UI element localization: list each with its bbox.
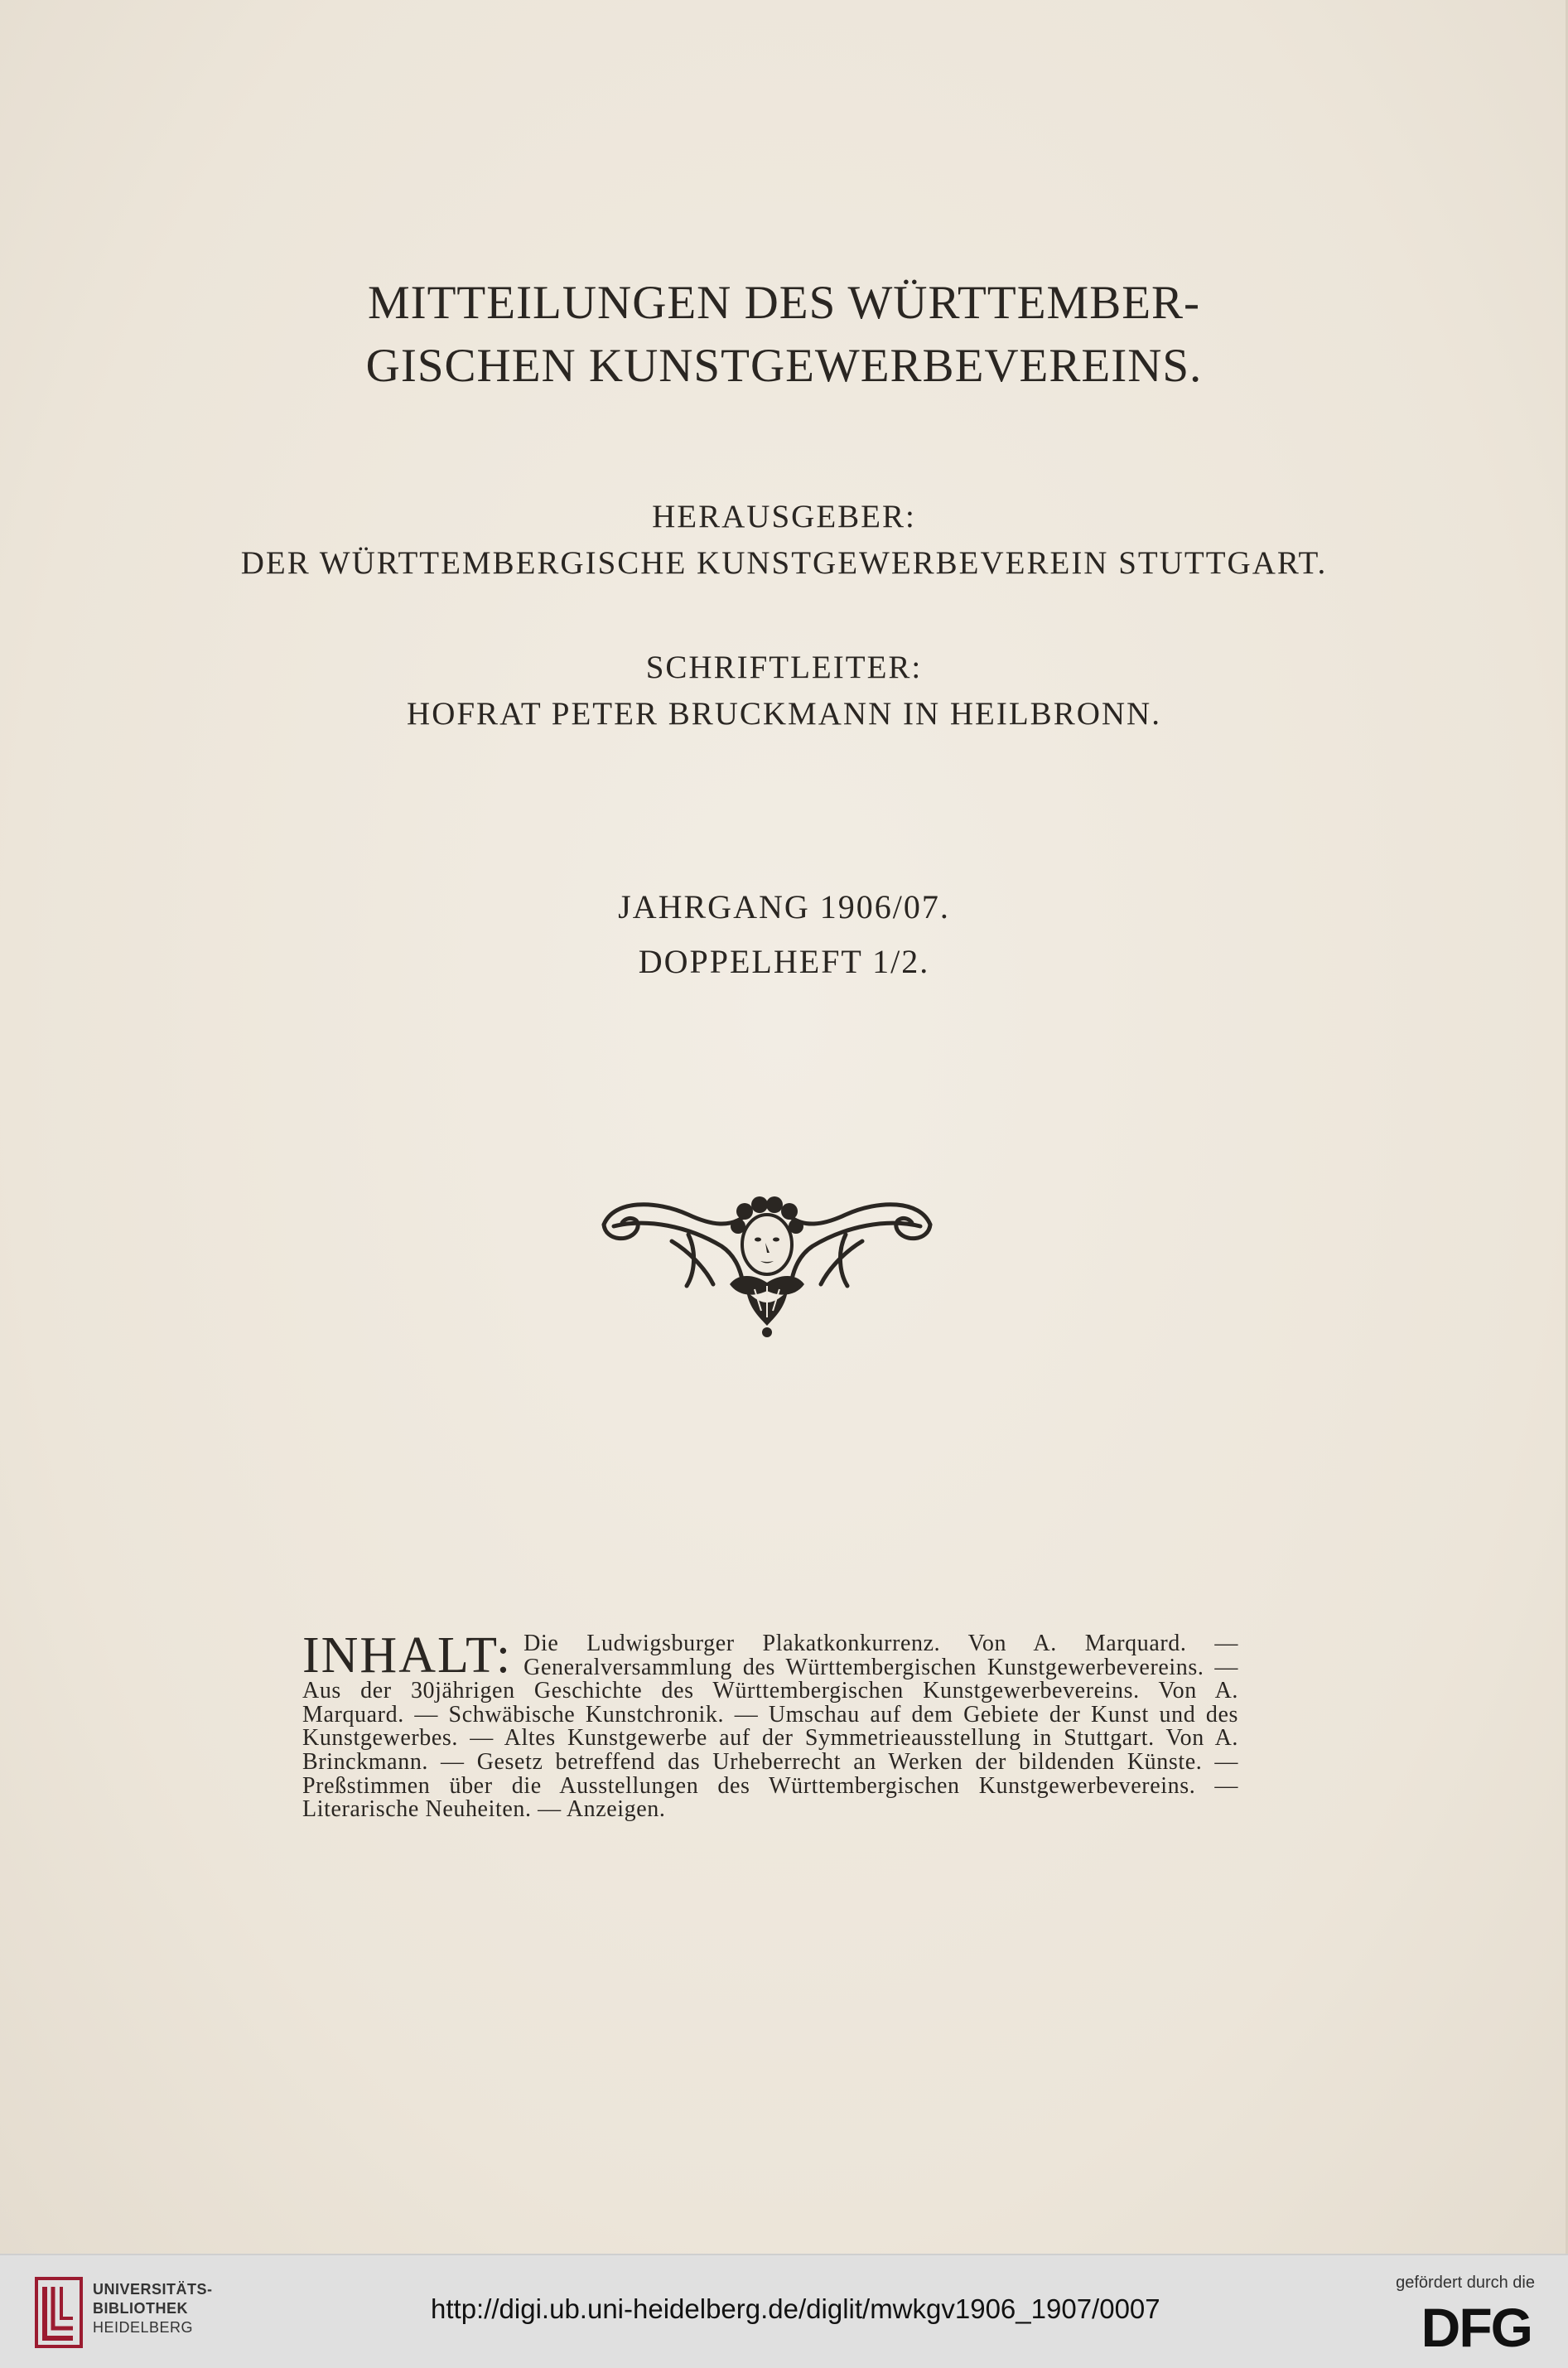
library-name [93,2280,213,2337]
footer-bar [0,2254,1568,2368]
funding-note: gefördert durch die [1396,2274,1535,2292]
publisher-name: DER WÜRTTEMBERGISCHE KUNSTGEWERBEVEREIN STUTTGART. [240,545,1328,581]
publisher-block [0,494,1568,587]
issue-number: DOPPELHEFT 1/2. [638,943,930,980]
cherub-ornament-icon [597,1193,937,1339]
editor-name: HOFRAT PETER BRUCKMANN IN HEILBRONN. [407,696,1161,732]
contents-label: INHALT: [302,1627,513,1684]
ub-heidelberg-logo-icon [33,2275,84,2350]
library-name-line-1: UNIVERSITÄTS- [93,2281,213,2298]
editor-block [0,645,1568,737]
page-url[interactable]: http://digi.ub.uni-heidelberg.de/diglit/mwkgv1906_1907/0007 [431,2293,1160,2324]
contents-text: Die Ludwigsburger Plakatkonkurrenz. Von A. Marquard. — Generalversammlung des Württembergischen Kunstgewerbevereins. — Aus der 30jährigen Geschichte des Württembergischen Kunstgewerbevereins. Von A. Marquard. — Schwäbische Kunstchronik. — Umschau auf dem Gebiete der Kunst und des Kunstgewerbes. — Altes Kunstgewerbe auf der Symmetrieausstellung in Stuttgart. Von A. Brinckmann. — Gesetz betreffend das Urheberrecht an Werken der bildenden Künste. — Preßstimmen über die Ausstellungen des Württembergischen Kunstgewerbevereins. — Literarische Neuheiten. — Anzeigen. [302,1631,1238,1823]
publisher-label: HERAUSGEBER: [652,499,916,534]
editor-label: SCHRIFTLEITER: [645,650,923,685]
library-name-line-2: BIBLIOTHEK [93,2300,188,2317]
journal-title-line-2: GISCHEN KUNSTGEWERBEVEREINS. [365,340,1203,392]
journal-title-line-1: MITTEILUNGEN DES WÜRTTEMBER- [367,277,1201,329]
journal-title [0,272,1568,398]
dfg-logo: DFG [1421,2297,1532,2358]
volume-year: JAHRGANG 1906/07. [618,888,950,925]
library-name-line-3: HEIDELBERG [93,2319,194,2336]
table-of-contents [302,1627,1238,1823]
volume-block [0,880,1568,989]
